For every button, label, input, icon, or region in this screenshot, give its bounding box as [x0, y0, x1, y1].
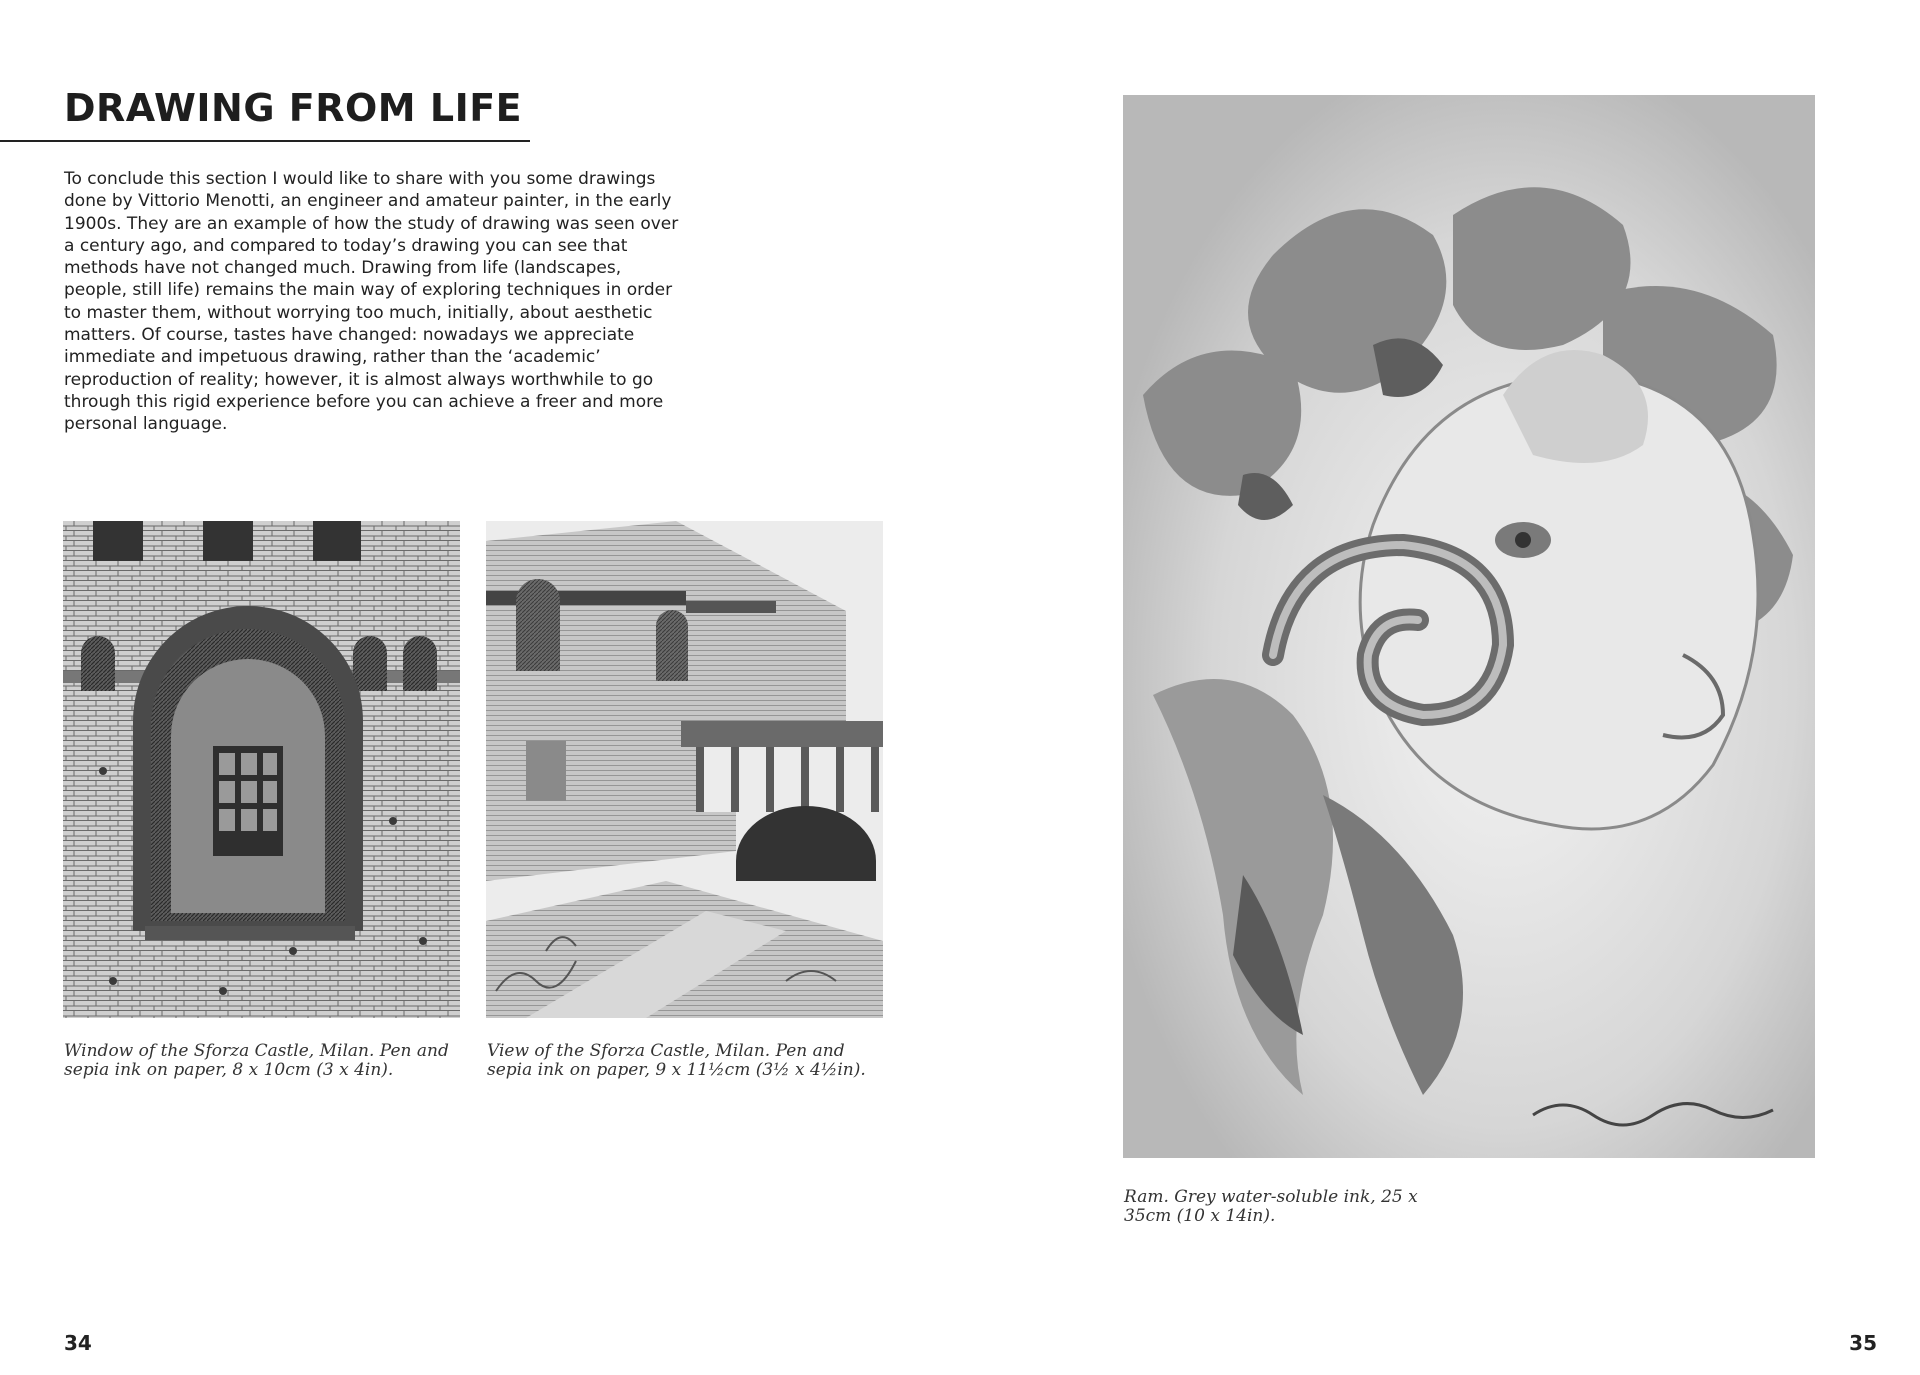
ram-drawing-image — [1123, 95, 1815, 1158]
castle-view-drawing-image — [486, 521, 883, 1018]
intro-paragraph: To conclude this section I would like to share with you some drawings done by Vittorio Menotti, an engineer and amateur painter, in the early 1900s. They are an example of how the study of drawing was seen over a century ago, and compared to today’s drawing you can see that methods have not changed much. Drawing from life (landscapes, people, still life) remains the main way of exploring techniques in order to master them, without worrying too much, initially, about aesthetic matters. Of course, tastes have changed: nowadays we appreciate immediate and impetuous drawing, rather than the ‘academic’ reproduction of reality; however, it is almost always worthwhile to go through this rigid experience before you can achieve a freer and more personal language. — [64, 169, 679, 435]
window-drawing-image — [63, 521, 460, 1018]
window-caption: Window of the Sforza Castle, Milan. Pen and sepia ink on paper, 8 x 10cm (3 x 4in). — [64, 1041, 449, 1080]
page-number-left: 34 — [64, 1331, 92, 1355]
castle-caption: View of the Sforza Castle, Milan. Pen and sepia ink on paper, 9 x 11½cm (3½ x 4½in). — [487, 1041, 866, 1080]
title-underline — [0, 140, 530, 142]
page-number-right: 35 — [1849, 1331, 1877, 1355]
page-title: DRAWING FROM LIFE — [64, 86, 523, 130]
ram-caption: Ram. Grey water-soluble ink, 25 x 35cm (10 x 14in). — [1124, 1187, 1418, 1226]
